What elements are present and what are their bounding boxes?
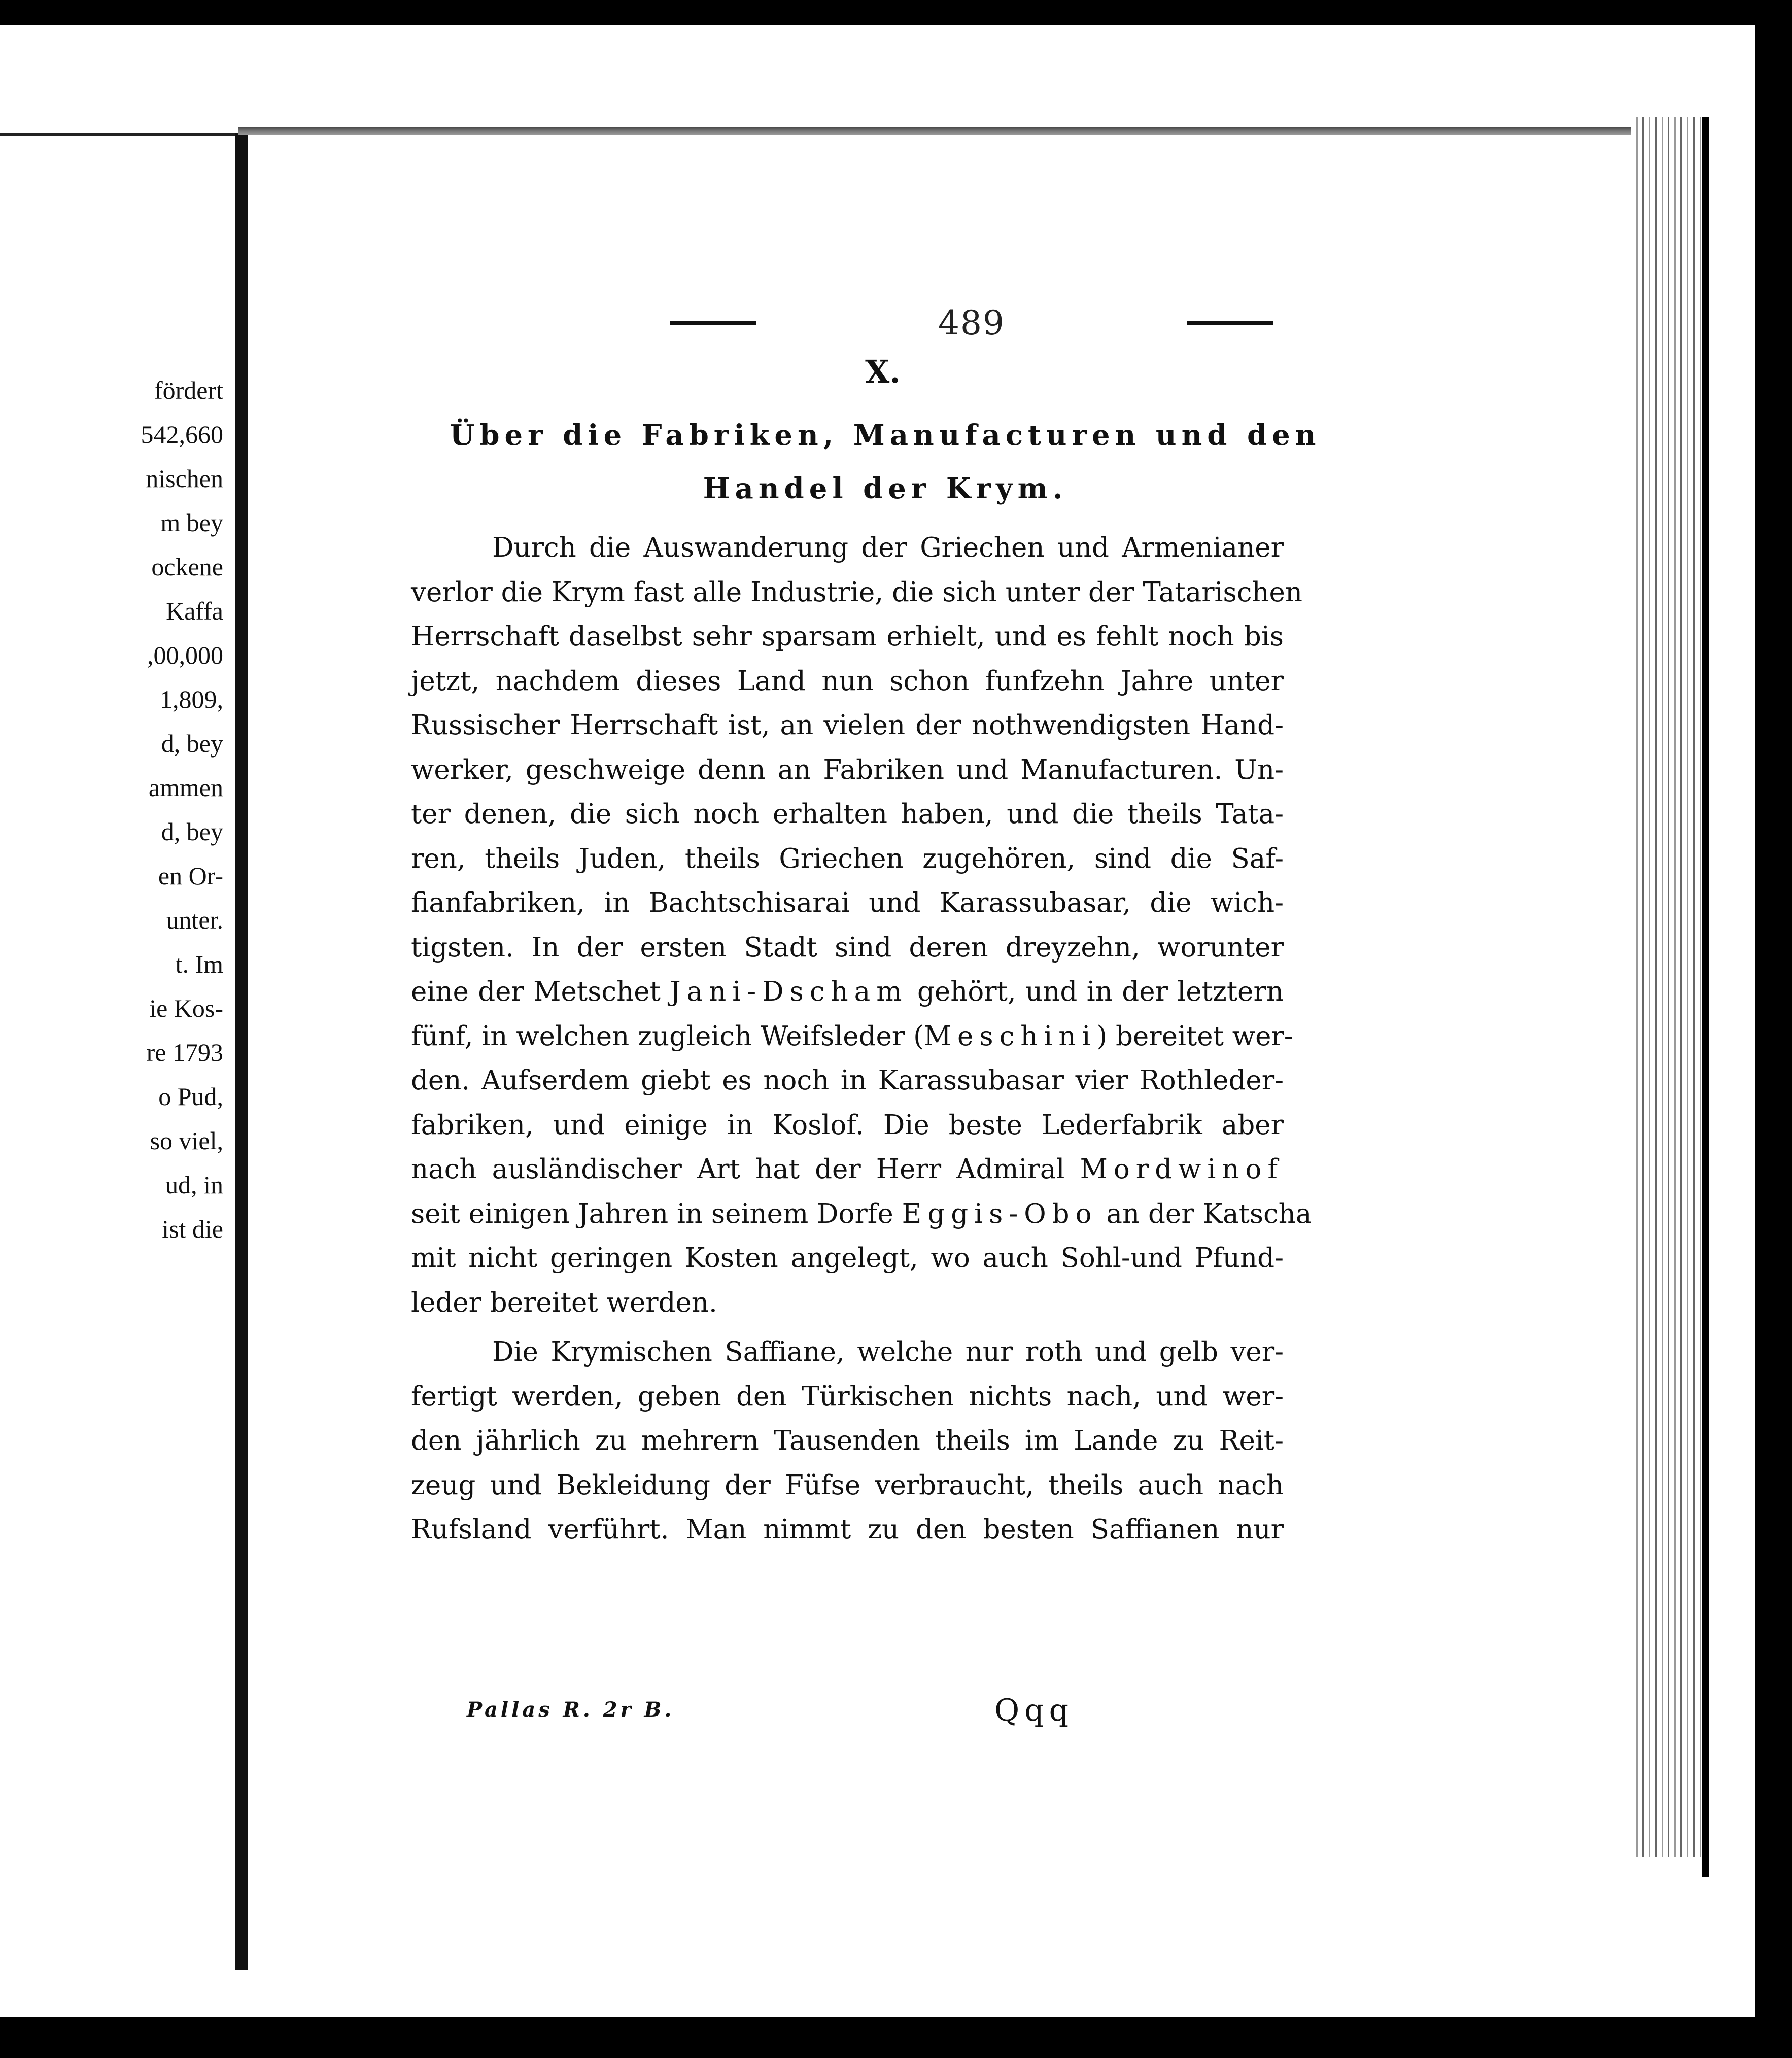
left-line: ammen	[148, 773, 223, 802]
spaced-name: Jani-Dscham	[670, 976, 908, 1007]
text-line: Rufsland verführt. Man nimmt zu den besten Saffianen nur	[411, 1514, 1284, 1545]
spaced-name: Eggis-Obo	[902, 1198, 1098, 1229]
left-line: en Or-	[158, 862, 223, 890]
body-text	[411, 526, 1312, 1552]
text-run: seit einigen Jahren in seinem Dorfe	[411, 1198, 893, 1229]
left-page-fragment	[0, 127, 233, 1776]
page-edge-shadow	[1702, 117, 1709, 1877]
text-line: fianfabriken, in Bachtschisarai und Karassubasar, die wich-	[411, 887, 1284, 918]
chapter-title	[441, 409, 1329, 516]
text-line: ter denen, die sich noch erhalten haben, und die theils Tata-	[411, 799, 1284, 830]
spaced-name: Mordwinof	[1080, 1154, 1284, 1185]
text-line: jetzt, nachdem dieses Land nun schon funfzehn Jahre unter	[411, 665, 1284, 697]
page-header	[670, 300, 1273, 346]
left-line: nischen	[146, 464, 223, 493]
chapter-number: X.	[865, 353, 901, 390]
text-line: tigsten. In der ersten Stadt sind deren dreyzehn, worunter	[411, 932, 1284, 963]
text-line	[411, 1014, 1293, 1059]
left-line: 542,660	[141, 420, 223, 449]
left-line: so viel,	[150, 1126, 223, 1155]
left-line: fördert	[154, 376, 223, 404]
left-line: o Pud,	[158, 1082, 223, 1111]
text-run: ) bereitet wer-	[1096, 1020, 1293, 1052]
text-line: Durch die Auswanderung der Griechen und Armenianer	[492, 532, 1284, 563]
text-line: fertigt werden, geben den Türkischen nichts nach, und wer-	[411, 1381, 1284, 1412]
text-line	[411, 1147, 1284, 1192]
text-line: verlor die Krym fast alle Industrie, die sich unter der Tatarischen	[411, 576, 1303, 608]
chapter-title-line: Handel der Krym.	[703, 472, 1068, 505]
text-line: zeug und Bekleidung der Füfse verbraucht, theils auch nach	[411, 1469, 1284, 1501]
left-line: ,00,000	[147, 641, 223, 669]
text-run: an der Katscha	[1106, 1198, 1312, 1229]
chapter-title-line: Über die Fabriken, Manufacturen und den	[450, 419, 1321, 452]
printer-signature: Pallas R. 2r B.	[467, 1698, 675, 1722]
text-line: leder bereitet werden.	[411, 1287, 717, 1318]
page-footer	[467, 1693, 1329, 1733]
text-line: Die Krymischen Saffiane, welche nur roth und gelb ver-	[492, 1336, 1284, 1367]
page-number: 489	[938, 303, 1005, 342]
left-line: ockene	[151, 553, 223, 581]
scan-border-bottom	[0, 2017, 1792, 2058]
paragraph	[411, 526, 1312, 1325]
left-line: d, bey	[161, 817, 223, 846]
text-line: den. Aufserdem giebt es noch in Karassubasar vier Rothleder-	[411, 1065, 1284, 1096]
signature-mark: Qqq	[994, 1693, 1074, 1728]
text-line	[411, 970, 1284, 1014]
paragraph	[411, 1330, 1284, 1552]
left-line: d, bey	[161, 729, 223, 758]
text-run: fünf, in welchen zugleich Weifsleder (	[411, 1020, 924, 1052]
top-rule-left	[0, 133, 238, 136]
left-line: 1,809,	[160, 685, 223, 713]
book-gutter	[235, 133, 248, 1970]
left-line: ud, in	[165, 1171, 223, 1199]
header-dash-right	[1187, 321, 1273, 325]
text-line: fabriken, und einige in Koslof. Die beste Lederfabrik aber	[411, 1109, 1284, 1141]
text-run: eine der Metschet	[411, 976, 661, 1007]
right-page	[249, 135, 1629, 1962]
left-line: ie Kos-	[149, 994, 223, 1022]
page-edges	[1631, 117, 1712, 1857]
left-line: t. Im	[175, 950, 223, 978]
text-line	[411, 1192, 1312, 1237]
left-line: re 1793	[146, 1038, 223, 1067]
text-line: werker, geschweige denn an Fabriken und Manufacturen. Un-	[411, 754, 1284, 785]
text-line: mit nicht geringen Kosten angelegt, wo auch Sohl-und Pfund-	[411, 1243, 1284, 1274]
left-line: unter.	[166, 906, 223, 934]
text-line: den jährlich zu mehrern Tausenden theils im Lande zu Reit-	[411, 1425, 1284, 1456]
scan-border-right	[1755, 0, 1792, 2058]
text-run: nach ausländischer Art hat der Herr Admiral	[411, 1154, 1065, 1185]
text-line: Herrschaft daselbst sehr sparsam erhielt, und es fehlt noch bis	[411, 621, 1284, 652]
header-dash-left	[670, 321, 756, 325]
left-line: Kaffa	[166, 597, 223, 625]
left-line: m bey	[160, 508, 223, 537]
top-rule	[238, 127, 1649, 135]
text-line: Russischer Herrschaft ist, an vielen der nothwendigsten Hand-	[411, 710, 1284, 741]
text-run: gehört, und in der letztern	[917, 976, 1284, 1007]
scan-border-top	[0, 0, 1792, 25]
text-line: ren, theils Juden, theils Griechen zugehören, sind die Saf-	[411, 843, 1284, 874]
spaced-term: Meschini	[923, 1020, 1097, 1052]
left-line: ist die	[162, 1215, 223, 1243]
